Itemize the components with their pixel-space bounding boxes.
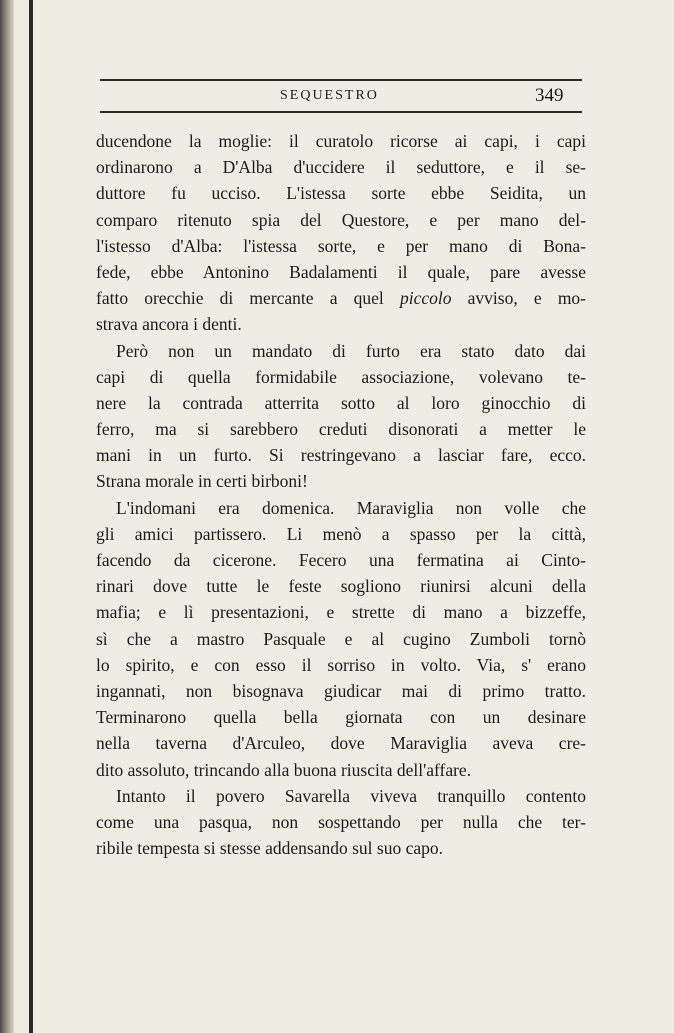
- running-title: SEQUESTRO: [280, 88, 379, 103]
- text-segment: avviso, e mo-: [467, 288, 587, 309]
- page-binding-shadow: [0, 0, 14, 1033]
- text-line: comparo ritenuto spia del Questore, e per mano del-: [96, 209, 586, 230]
- text-line: nere la contrada atterrita sotto al loro ginocchio di: [96, 392, 586, 413]
- text-line: mafia; e lì presentazioni, e strette di mano a bizzeffe,: [96, 602, 586, 623]
- text-line: ferro, ma si sarebbero creduti disonorati a metter le: [96, 419, 586, 440]
- text-line: sì che a mastro Pasquale e al cugino Zumboli tornò: [96, 628, 586, 649]
- text-line: nella taverna d'Arculeo, dove Maraviglia aveva cre-: [96, 733, 586, 754]
- text-line: Terminarono quella bella giornata con un desinare: [96, 707, 586, 728]
- header-rule-top: [100, 79, 582, 81]
- text-line: facendo da cicerone. Fecero una fermatina ai Cinto-: [96, 550, 586, 570]
- text-line: dito assoluto, trincando alla buona riuscita dell'affare.: [96, 759, 472, 780]
- header-rule-bottom: [100, 111, 582, 113]
- text-line-with-italic: [96, 285, 586, 311]
- text-line: gli amici partissero. Li menò a spasso per la città,: [96, 523, 586, 544]
- paragraph-start-line: L'indomani era domenica. Maraviglia non volle che: [116, 497, 586, 518]
- text-line: lo spirito, e con esso il sorriso in volto. Via, s' erano: [96, 654, 586, 675]
- text-line: duttore fu ucciso. L'istessa sorte ebbe Seidita, un: [96, 183, 586, 204]
- paragraph-start-line: Intanto il povero Savarella viveva tranquillo contento: [116, 785, 586, 806]
- text-line: ribile tempesta si stesse addensando sul suo capo.: [96, 838, 444, 859]
- text-line: ordinarono a D'Alba d'uccidere il seduttore, e il se-: [96, 157, 586, 178]
- text-line: come una pasqua, non sospettando per nulla che ter-: [96, 811, 586, 832]
- text-line: fede, ebbe Antonino Badalamenti il quale, pare avesse: [96, 261, 586, 282]
- text-segment: fatto orecchie di mercante a quel: [96, 288, 384, 309]
- text-line: Strana morale in certi birboni!: [96, 471, 308, 492]
- text-line: ingannati, non bisognava giudicar mai di primo tratto.: [96, 680, 586, 701]
- text-line: mani in un furto. Si restringevano a lasciar fare, ecco.: [96, 445, 586, 466]
- text-line: rinari dove tutte le feste sogliono riunirsi alcuni della: [96, 576, 586, 597]
- page-binding-edge: [29, 0, 33, 1033]
- text-line: strava ancora i denti.: [96, 314, 242, 335]
- text-line: capi di quella formidabile associazione, volevano te-: [96, 366, 586, 387]
- text-line: l'istesso d'Alba: l'istessa sorte, e per mano di Bona-: [96, 235, 586, 256]
- page-number: 349: [535, 85, 564, 106]
- text-line: ducendone la moglie: il curatolo ricorse ai capi, i capi: [96, 131, 586, 151]
- italic-word: piccolo: [399, 288, 452, 309]
- body-text: [96, 128, 586, 861]
- paragraph-start-line: Però non un mandato di furto era stato dato dai: [116, 340, 586, 361]
